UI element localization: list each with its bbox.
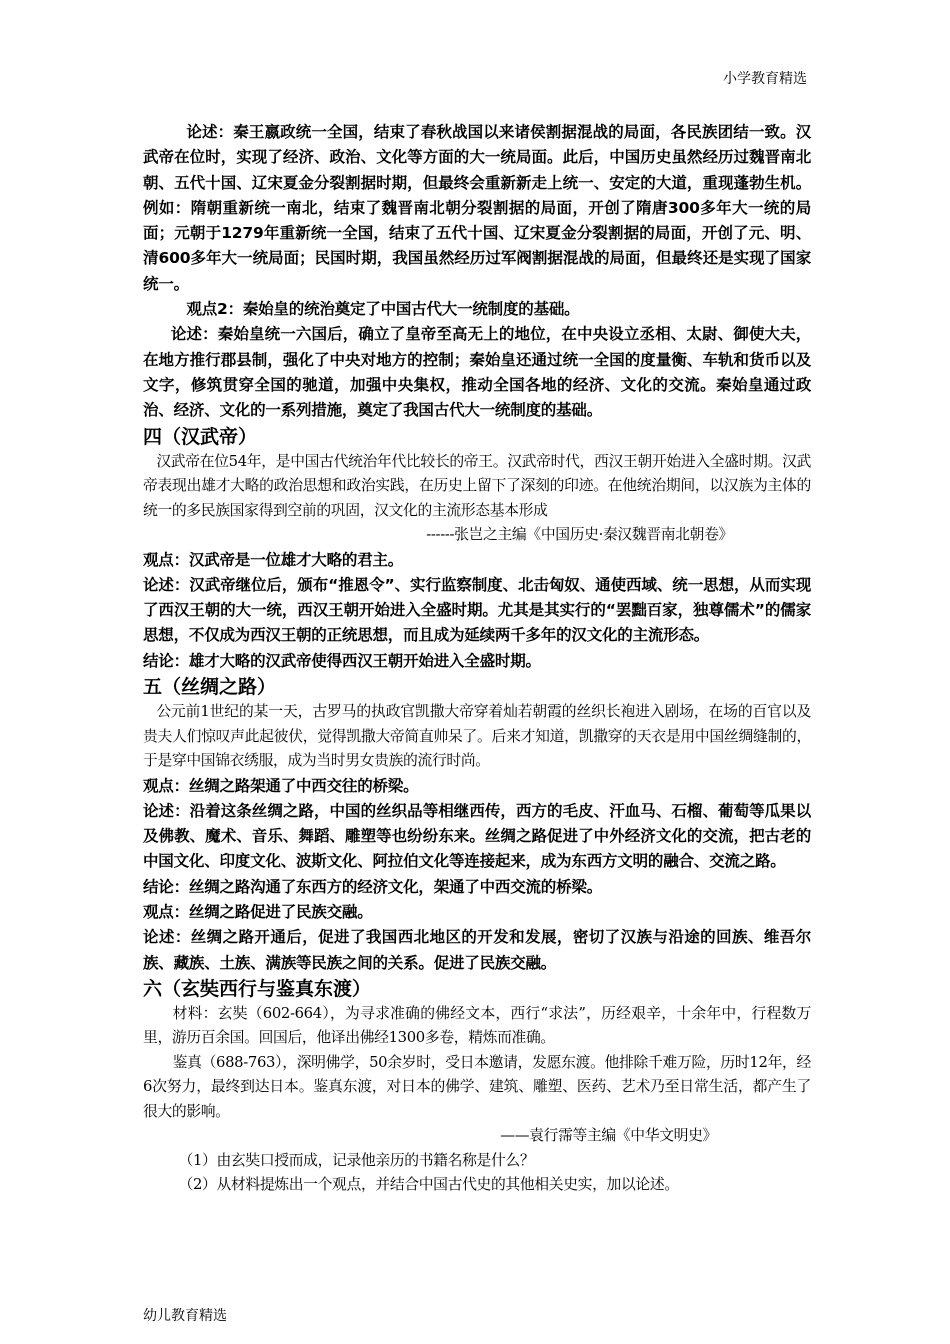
conclusion-paragraph: 结论：雄才大略的汉武帝使得西汉王朝开始进入全盛时期。: [143, 651, 541, 670]
viewpoint-paragraph: 观点：丝绸之路架通了中西交往的桥梁。: [143, 776, 419, 795]
argument-paragraph: 论述：汉武帝继位后，颁布“推恩令”、实行监察制度、北击匈奴、通使西域、统一思想，从而实现了西汉王朝的大一统，西汉王朝开始进入全盛时期。尤其是其实行的“罢黜百家，独尊儒术”的儒家思想，不仅成为西汉王朝的正统思想，而且成为延续两千多年的汉文化的主流形态。: [143, 575, 811, 645]
argument-paragraph: 论述：丝绸之路开通后，促进了我国西北地区的开发和发展，密切了汉族与沿途的回族、维吾尔族、藏族、土族、满族等民族之间的关系。促进了民族交融。: [143, 928, 811, 972]
material-paragraph: 公元前1世纪的某一天，古罗马的执政官凯撒大帝穿着灿若朝霞的丝织长袍进入剧场，在场的百官以及贵夫人们惊叹声此起彼伏，觉得凯撒大帝简直帅呆了。后来才知道，凯撒穿的天衣是用中国丝绸缝制的，于是穿中国锦衣绣服，成为当时男女贵族的流行时尚。: [143, 703, 811, 770]
viewpoint-paragraph: 观点：丝绸之路促进了民族交融。: [143, 903, 373, 922]
document-body: [143, 120, 811, 1198]
question-item: （2）从材料提炼出一个观点，并结合中国古代史的其他相关史实，加以论述。: [178, 1176, 679, 1194]
source-citation: ------张岂之主编《中国历史·秦汉魏晋南北朝卷》: [426, 526, 733, 544]
source-citation: ——袁行霈等主编《中华文明史》: [500, 1127, 717, 1145]
viewpoint-paragraph: 观点：汉武帝是一位雄才大略的君主。: [143, 550, 404, 569]
argument-paragraph: 论述：秦始皇统一六国后，确立了皇帝至高无上的地位，在中央设立丞相、太尉、御使大夫，在地方推行郡县制，强化了中央对地方的控制；秦始皇还通过统一全国的度量衡、车轨和货币以及文字，修筑贯穿全国的驰道，加强中央集权，推动全国各地的经济、文化的交流。秦始皇通过政治、经济、文化的一系列措施，奠定了我国古代大一统制度的基础。: [143, 325, 811, 420]
argument-paragraph: 论述：沿着这条丝绸之路，中国的丝织品等相继西传，西方的毛皮、汗血马、石榴、葡萄等瓜果以及佛教、魔术、音乐、舞蹈、雕塑等也纷纷东来。丝绸之路促进了中外经济文化的交流，把古老的中国文化、印度文化、波斯文化、阿拉伯文化等连接起来，成为东西方文明的融合、交流之路。: [143, 801, 811, 871]
material-paragraph: 材料：玄奘（602-664），为寻求准确的佛经文本，西行“求法”，历经艰辛，十余年中，行程数万里，游历百余国。回国后，他译出佛经1300多卷，精炼而准确。: [143, 1004, 811, 1047]
material-paragraph: 汉武帝在位54年，是中国古代统治年代比较长的帝王。汉武帝时代，西汉王朝开始进入全盛时期。汉武帝表现出雄才大略的政治思想和政治实践，在历史上留下了深刻的印迹。在他统治期间，以汉族为主体的统一的多民族国家得到空前的巩固，汉文化的主流形态基本形成: [143, 452, 811, 519]
viewpoint-paragraph: 观点2：秦始皇的统治奠定了中国古代大一统制度的基础。: [186, 300, 580, 319]
page-header: 小学教育精选: [723, 71, 807, 87]
page-footer: 幼儿教育精选: [143, 1308, 227, 1324]
section-heading: 四（汉武帝）: [143, 425, 258, 448]
section-heading: 六（玄奘西行与鉴真东渡）: [143, 977, 372, 1000]
material-paragraph: 鉴真（688-763），深明佛学，50余岁时，受日本邀请，发愿东渡。他排除千难万险，历时12年，经6次努力，最终到达日本。鉴真东渡，对日本的佛学、建筑、雕塑、医药、艺术乃至日常生活，都产生了很大的影响。: [143, 1053, 811, 1120]
argument-paragraph: 论述：秦王嬴政统一全国，结束了春秋战国以来诸侯割据混战的局面，各民族团结一致。汉武帝在位时，实现了经济、政治、文化等方面的大一统局面。此后，中国历史虽然经历过魏晋南北朝、五代十国、辽宋夏金分裂割据时期，但最终会重新新走上统一、安定的大道，重现蓬勃生机。例如：隋朝重新统一南北，结束了魏晋南北朝分裂割据的局面，开创了隋唐300多年大一统的局面；元朝于1279年重新统一全国，结束了五代十国、辽宋夏金分裂割据的局面，开创了元、明、清600多年大一统局面；民国时期，我国虽然经历过军阀割据混战的局面，但最终还是实现了国家统一。: [143, 123, 811, 293]
conclusion-paragraph: 结论：丝绸之路沟通了东西方的经济文化，架通了中西交流的桥梁。: [143, 877, 603, 896]
question-item: （1）由玄奘口授而成，记录他亲历的书籍名称是什么？: [178, 1151, 535, 1169]
section-heading: 五（丝绸之路）: [143, 676, 277, 699]
